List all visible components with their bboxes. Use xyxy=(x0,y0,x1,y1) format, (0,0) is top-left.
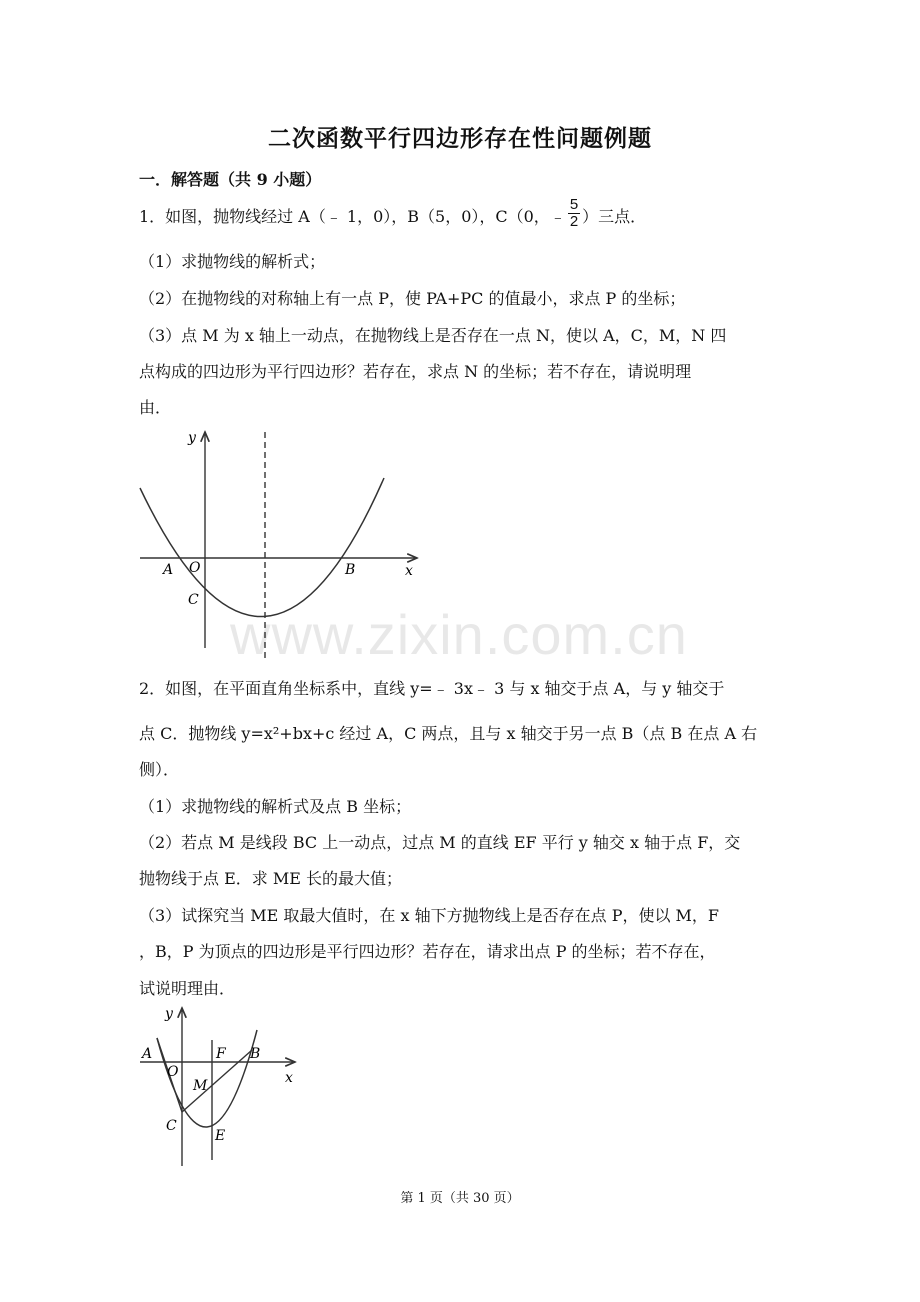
q1-fraction-numerator: 5 xyxy=(569,196,579,213)
q2-line1: 2．如图，在平面直角坐标系中，直线 y=﹣ 3x﹣ 3 与 x 轴交于点 A，与 y 轴交于 xyxy=(139,679,725,698)
q2-label-y: y xyxy=(165,1006,173,1022)
q1-part3-line3: 由． xyxy=(139,398,172,417)
q2-part1: （1）求抛物线的解析式及点 B 坐标； xyxy=(139,797,412,816)
q2-label-e: E xyxy=(215,1128,226,1144)
q1-label-o: O xyxy=(189,560,201,576)
q2-label-a: A xyxy=(142,1046,153,1062)
section-heading: 一．解答题（共 9 小题） xyxy=(139,170,322,189)
q1-fraction-sign: ﹣ xyxy=(549,207,566,226)
page-title: 二次函数平行四边形存在性问题例题 xyxy=(268,125,652,152)
q1-label-b: B xyxy=(345,562,356,578)
q1-parabola-curve xyxy=(140,478,384,617)
q2-label-f: F xyxy=(216,1046,226,1062)
q2-label-b: B xyxy=(250,1046,261,1062)
q2-part3-line2: ，B，P 为顶点的四边形是平行四边形？若存在，请求出点 P 的坐标；若不存在， xyxy=(139,942,716,961)
q1-fraction-denominator: 2 xyxy=(569,213,579,230)
q2-parabola-figure xyxy=(135,1000,315,1172)
q1-label-a: A xyxy=(163,562,174,578)
q2-line3: 侧）． xyxy=(139,760,180,779)
q1-part2: （2）在抛物线的对称轴上有一点 P，使 PA+PC 的值最小，求点 P 的坐标； xyxy=(139,289,686,308)
q1-statement-end: ）三点． xyxy=(582,207,647,226)
q2-part2-line2: 抛物线于点 E．求 ME 长的最大值； xyxy=(139,869,403,888)
q1-label-c: C xyxy=(188,592,199,608)
q1-statement xyxy=(139,196,647,230)
q1-part3-line2: 点构成的四边形为平行四边形？若存在，求点 N 的坐标；若不存在，请说明理 xyxy=(139,362,692,381)
q1-fraction xyxy=(568,197,580,230)
q2-label-m: M xyxy=(193,1078,208,1094)
q2-part3-line1: （3）试探究当 ME 取最大值时，在 x 轴下方抛物线上是否存在点 P，使以 M，F xyxy=(139,906,720,925)
q2-label-x: x xyxy=(285,1070,293,1086)
q1-part3-line1: （3）点 M 为 x 轴上一动点，在抛物线上是否存在一点 N，使以 A，C，M，N 四 xyxy=(139,326,727,345)
q2-part3-line3: 试说明理由． xyxy=(139,979,236,998)
page-footer: 第 1 页（共 30 页） xyxy=(400,1191,520,1206)
q2-line2: 点 C．抛物线 y=x²+bx+c 经过 A，C 两点，且与 x 轴交于另一点 B（点 B 在点 A 右 xyxy=(139,724,758,743)
q2-label-o: O xyxy=(167,1064,179,1080)
q2-label-c: C xyxy=(166,1118,177,1134)
q1-statement-text: 1．如图，抛物线经过 A（﹣ 1，0），B（5，0），C（0， xyxy=(139,207,550,226)
q2-part2-line1: （2）若点 M 是线段 BC 上一动点，过点 M 的直线 EF 平行 y 轴交 x 轴于点 F，交 xyxy=(139,833,741,852)
q1-part1: （1）求抛物线的解析式； xyxy=(139,252,326,271)
q1-label-x: x xyxy=(405,563,413,579)
q1-label-y: y xyxy=(188,430,196,446)
watermark: www.zixin.com.cn xyxy=(230,603,688,666)
